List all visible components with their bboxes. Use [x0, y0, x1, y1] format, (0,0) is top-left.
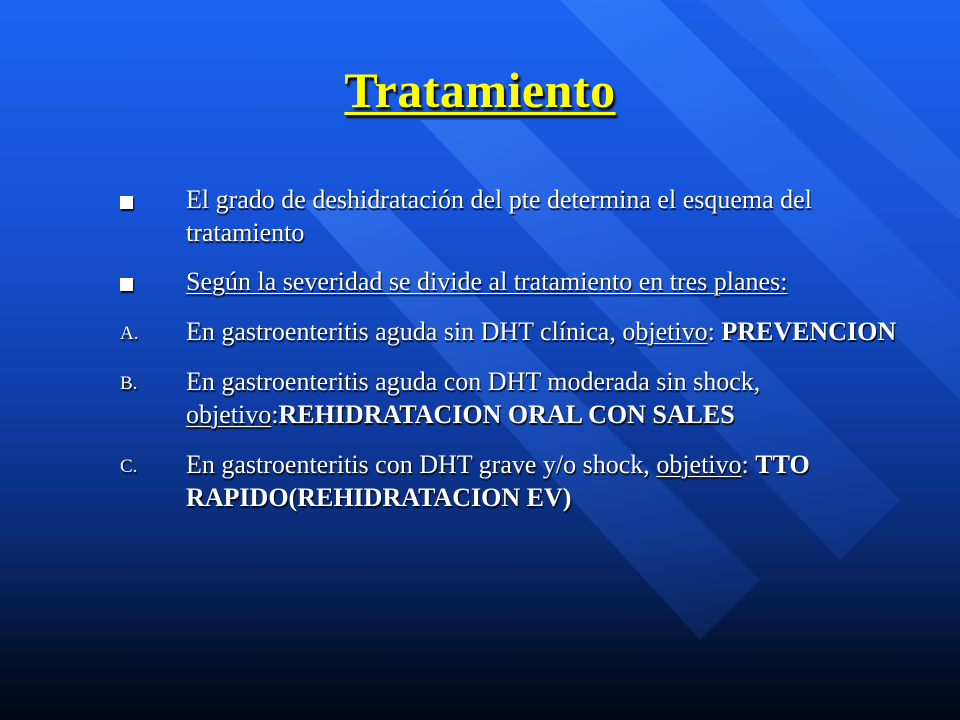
item-prefix: En gastroenteritis aguda sin DHT clínica, o	[186, 317, 636, 346]
lettered-item	[120, 315, 910, 348]
bullet-item	[120, 265, 910, 298]
item-separator: :	[741, 450, 749, 479]
item-letter: C.	[120, 456, 138, 477]
bullet-text: El grado de deshidratación del pte determina el esquema del tratamiento	[186, 185, 812, 247]
item-keyword: objetivo	[186, 400, 272, 429]
slide-title: Tratamiento	[344, 62, 616, 118]
item-prefix: En gastroenteritis con DHT grave y/o shock,	[186, 450, 650, 479]
slide-content	[120, 183, 910, 514]
bullet-text: Según la severidad se divide al tratamiento en tres planes:	[186, 267, 788, 296]
bullet-item	[120, 183, 910, 249]
item-keyword: bjetivo	[635, 317, 708, 346]
item-keyword: objetivo	[656, 450, 742, 479]
item-letter: A.	[120, 323, 139, 344]
item-prefix: En gastroenteritis aguda con DHT moderada sin shock,	[186, 367, 761, 396]
item-separator: :	[271, 400, 279, 429]
item-emphasis: PREVENCION	[721, 317, 897, 346]
item-letter: B.	[120, 373, 138, 394]
square-bullet-icon	[120, 278, 133, 291]
square-bullet-icon	[120, 196, 133, 209]
lettered-item	[120, 365, 910, 431]
item-separator: :	[707, 317, 715, 346]
item-emphasis: TTO RAPIDO(REHIDRATACION EV)	[186, 450, 810, 512]
item-emphasis: REHIDRATACION ORAL CON SALES	[278, 400, 735, 429]
lettered-item	[120, 448, 910, 514]
